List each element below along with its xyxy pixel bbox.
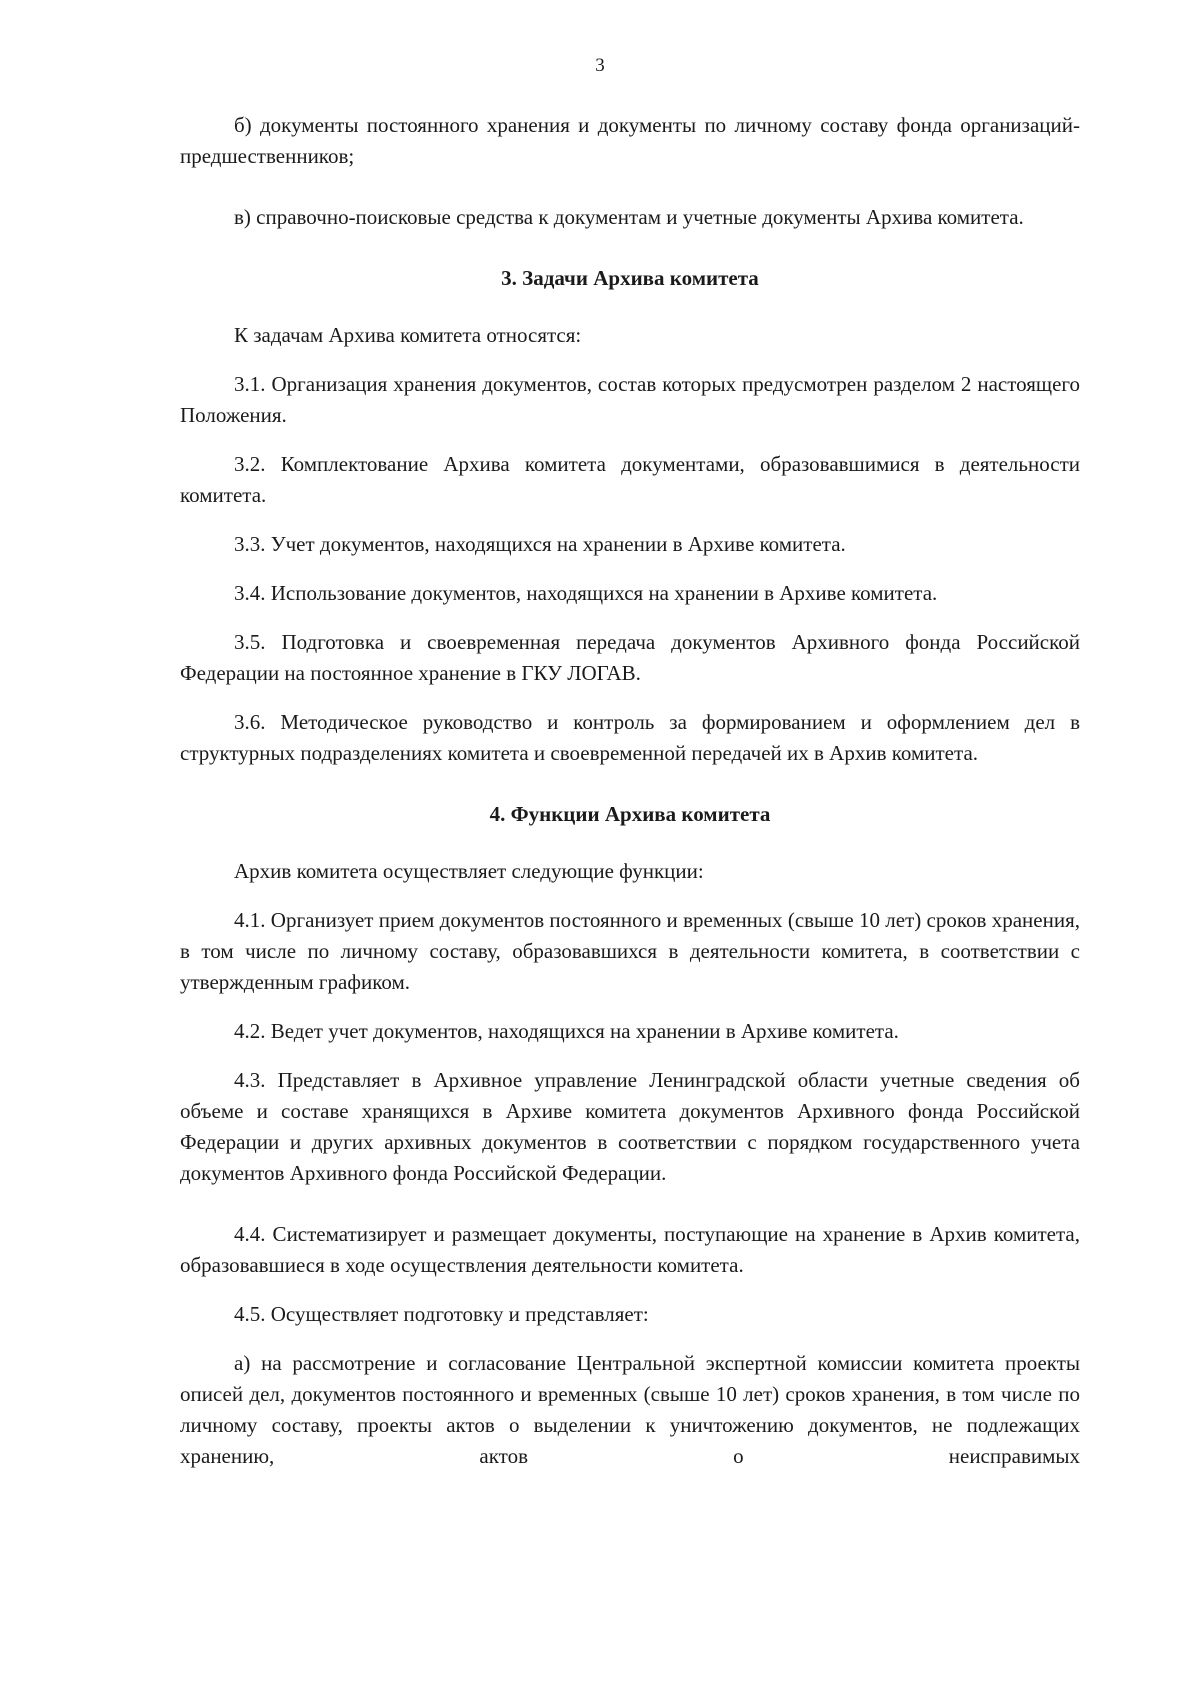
section-3-item-2: 3.2. Комплектование Архива комитета документами, образовавшимися в деятельности комитета. xyxy=(180,452,1080,507)
section-4-item-2: 4.2. Ведет учет документов, находящихся на хранении в Архиве комитета. xyxy=(234,1019,899,1043)
section-4-intro: Архив комитета осуществляет следующие функции: xyxy=(234,859,704,883)
section-3-item-4: 3.4. Использование документов, находящихся на хранении в Архиве комитета. xyxy=(234,581,938,605)
section-4-heading: 4. Функции Архива комитета xyxy=(489,802,771,826)
page-number: 3 xyxy=(595,55,605,76)
section-4-item-4: 4.4. Систематизирует и размещает документы, поступающие на хранение в Архив комитета, образовавшиеся в ходе осуществления деятельности комитета. xyxy=(180,1222,1080,1277)
section-3-heading: 3. Задачи Архива комитета xyxy=(501,266,759,290)
section-3-item-6: 3.6. Методическое руководство и контроль за формированием и оформлением дел в структурных подразделениях комитета и своевременной передачей их в Архив комитета. xyxy=(180,710,1080,765)
section-4-item-5: 4.5. Осуществляет подготовку и представляет: xyxy=(234,1302,649,1326)
document-body xyxy=(180,110,1080,1472)
paragraph-v: в) справочно-поисковые средства к документам и учетные документы Архива комитета. xyxy=(234,205,1024,229)
section-4-item-5a: а) на рассмотрение и согласование Центральной экспертной комиссии комитета проекты описей дел, документов постоянного и временных (свыше 10 лет) сроков хранения, в том числе по личному составу, проекты актов о выделении к уничтожению документов, не подлежащих хранению, актов о неисправимых xyxy=(180,1351,1080,1468)
section-3-item-1: 3.1. Организация хранения документов, состав которых предусмотрен разделом 2 настоящего Положения. xyxy=(180,372,1080,427)
section-3-item-3: 3.3. Учет документов, находящихся на хранении в Архиве комитета. xyxy=(234,532,846,556)
section-4-item-3: 4.3. Представляет в Архивное управление Ленинградской области учетные сведения об объеме и составе хранящихся в Архиве комитета документов Архивного фонда Российской Федерации и других архивных документов в соответствии с порядком государственного учета документов Архивного фонда Российской Федерации. xyxy=(180,1068,1080,1185)
section-3-intro: К задачам Архива комитета относятся: xyxy=(234,323,582,347)
section-3-item-5: 3.5. Подготовка и своевременная передача документов Архивного фонда Российской Федерации на постоянное хранение в ГКУ ЛОГАВ. xyxy=(180,630,1080,685)
section-4-item-1: 4.1. Организует прием документов постоянного и временных (свыше 10 лет) сроков хранения, в том числе по личному составу, образовавшихся в деятельности комитета, в соответствии с утвержденным графиком. xyxy=(180,908,1080,994)
paragraph-b: б) документы постоянного хранения и документы по личному составу фонда организаций-предшественников; xyxy=(180,113,1080,168)
